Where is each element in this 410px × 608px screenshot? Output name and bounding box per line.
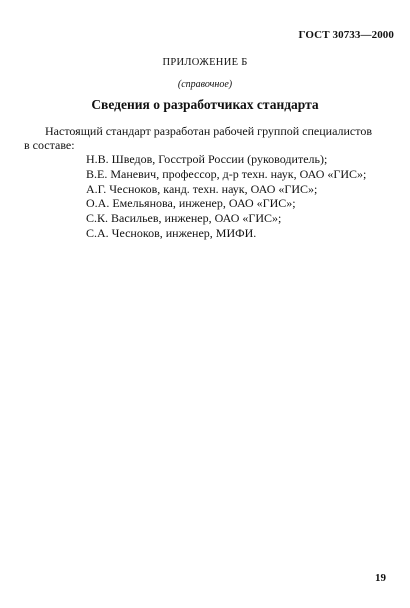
developer-item: А.Г. Чесноков, канд. техн. наук, ОАО «ГИС»; <box>86 181 318 196</box>
appendix-note: (справочное) <box>177 79 233 90</box>
developer-item: О.А. Емельянова, инженер, ОАО «ГИС»; <box>86 196 296 211</box>
document-code: ГОСТ 30733—2000 <box>298 29 394 41</box>
section-heading: Сведения о разработчиках стандарта <box>91 97 319 112</box>
intro-paragraph <box>24 124 394 152</box>
developer-item: С.А. Чесноков, инженер, МИФИ. <box>86 225 257 240</box>
developer-item: Н.В. Шведов, Госстрой России (руководитель); <box>86 152 328 166</box>
page-number: 19 <box>375 572 386 584</box>
developer-item: В.Е. Маневич, профессор, д-р техн. наук, ОАО «ГИС»; <box>86 166 367 181</box>
intro-line-2: в составе: <box>24 138 75 152</box>
developer-item: С.К. Васильев, инженер, ОАО «ГИС»; <box>86 211 282 226</box>
appendix-title: ПРИЛОЖЕНИЕ Б <box>162 57 248 68</box>
intro-line-1: Настоящий стандарт разработан рабочей группой специалистов <box>45 124 373 138</box>
developer-list <box>86 152 396 241</box>
